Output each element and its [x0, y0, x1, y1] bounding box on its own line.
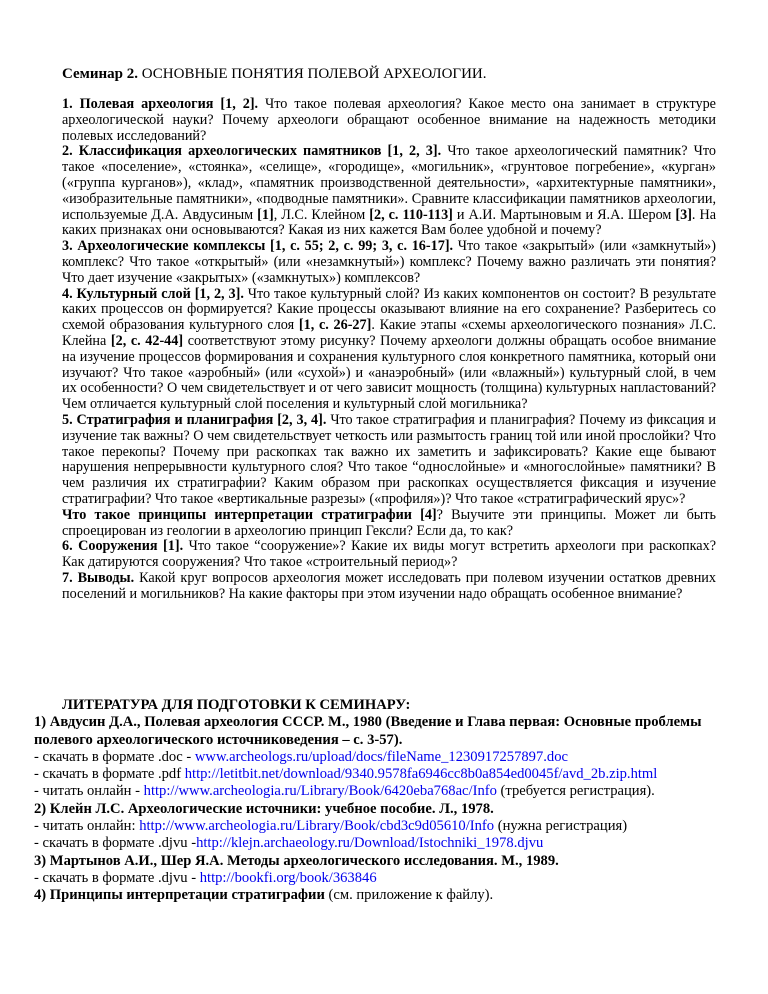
- question-6: 6. Сооружения [1]. Что такое “сооружение»? Какие их виды могут встретить археологи при раскопках? Как датируются сооружения? Что такое «строительный период»?: [62, 538, 716, 571]
- book-2-djvu-line: - скачать в формате .djvu -http://klejn.archaeology.ru/Download/Istochniki_1978.djvu: [34, 835, 544, 852]
- seminar-questions: [62, 97, 716, 603]
- book-2-online-link[interactable]: http://www.archeologia.ru/Library/Book/cbd3c9d05610/Info: [139, 818, 495, 835]
- book-3-djvu-line: - скачать в формате .djvu - http://bookfi.org/book/363846: [34, 869, 377, 886]
- book-1-doc-link[interactable]: www.archeologs.ru/upload/docs/fileName_1230917257897.doc: [194, 748, 568, 765]
- book-1-online-line: - читать онлайн - http://www.archeologia.ru/Library/Book/6420eba768ac/Info (требуется регистрация).: [34, 783, 655, 800]
- book-1-doc-line: - скачать в формате .doc - www.archeologs.ru/upload/docs/fileName_1230917257897.doc: [34, 748, 568, 765]
- question-4: 4. Культурный слой [1, 2, 3]. Что такое культурный слой? Из каких компонентов он состоит? В результате каких процессов он формируется? Какие процессы оказывают влияние на его сохранение? Разберитесь со схемой образования культурного слоя [1, с. 26-27]. Какие этапы «схемы археологического познания» Л.С. Клейна [2, с. 42-44] соответствуют этому рисунку? Почему археологи должны обращать особое внимание на изучение процессов формирования и сохранения культурного слоя конкретного памятника, который они изучают? Что такое «аэробный» (или «сухой») и «анаэробный» (или «влажный») культурный слой, в чем их особенности? О чем свидетельствует и от чего зависит мощность (толщина) культурных напластований? Чем отличается культурный слой поселения и культурный слой могильника?: [62, 285, 716, 413]
- question-3: 3. Археологические комплексы [1, с. 55; 2, с. 99; 3, с. 16-17]. Что такое «закрытый» (или «замкнутый») комплекс? Что такое «открытый» (или «незамкнутый») комплекс? Почему важно различать эти понятия? Что дает изучение «закрытых» («замкнутых») комплексов?: [62, 238, 716, 286]
- book-1-pdf-link[interactable]: http://letitbit.net/download/9340.9578fa6946cc8b0a854ed0045f/avd_2b.zip.html: [184, 766, 658, 783]
- book-2-online-line: - читать онлайн: http://www.archeologia.ru/Library/Book/cbd3c9d05610/Info (нужна регистрация): [34, 818, 628, 835]
- question-2: 2. Классификация археологических памятников [1, 2, 3]. Что такое археологический памятник? Что такое «поселение», «стоянка», «селище», «городище», «могильник», «грунтовое погребение», «курган» («группа курганов»), «клад», «памятник производственной деятельности», «архитектурные памятники», «изобразительные памятники», «подводные памятники». Сравните классификации памятников археологии, используемые Д.А. Авдусиным [1], Л.С. Клейном [2, с. 110-113] и А.И. Мартыновым и Я.А. Шером [3]. На каких признаках они основываются? Какая из них кажется Вам более удобной и почему?: [62, 143, 717, 239]
- question-5: 5. Стратиграфия и планиграфия [2, 3, 4]. Что такое стратиграфия и планиграфия? Почему из фиксация и изучение так важны? О чем свидетельствует четкость или размытость границ той или иной прослойки? Что такое перекопы? Почему при раскопках так важно их заметить и зафиксировать? Какие еще бывают нарушения непрерывности культурного слоя? Что такое “однослойные» и «многослойные» памятники? В чем различия их стратиграфии? Каким образом при раскопках осуществляется фиксация и изучение стратиграфии? Что такое «вертикальные разрезы» («профиля»)? Что такое «стратиграфический ярус»?: [62, 411, 717, 507]
- page-title: Семинар 2. ОСНОВНЫЕ ПОНЯТИЯ ПОЛЕВОЙ АРХЕОЛОГИИ.: [62, 66, 487, 82]
- book-3-djvu-link[interactable]: http://bookfi.org/book/363846: [199, 869, 377, 886]
- book-2-title: 2) Клейн Л.С. Археологические источники: учебное пособие. Л., 1978.: [34, 800, 494, 817]
- book-1-title: 1) Авдусин Д.А., Полевая археология СССР. М., 1980 (Введение и Глава первая: Основные проблемы полевого археологического источниковедения – с. 3-57).: [34, 714, 702, 748]
- book-3-title: 3) Мартынов А.И., Шер Я.А. Методы археологического исследования. М., 1989.: [34, 852, 559, 869]
- question-1: 1. Полевая археология [1, 2]. Что такое полевая археология? Какое место она занимает в структуре археологической науки? Почему археологи обращают особенное внимание на надежность методики полевых исследований?: [62, 96, 716, 144]
- question-7: 7. Выводы. Какой круг вопросов археология может исследовать при полевом изучении остатков древних поселений и могильников? На какие факторы при этом изучении надо обращать особенное внимание?: [62, 569, 716, 602]
- literature-section: [34, 697, 724, 905]
- book-1-online-link[interactable]: http://www.archeologia.ru/Library/Book/6420eba768ac/Info: [143, 783, 497, 800]
- book-4-line: 4) Принципы интерпретации стратиграфии (см. приложение к файлу).: [34, 887, 494, 904]
- literature-heading: ЛИТЕРАТУРА ДЛЯ ПОДГОТОВКИ К СЕМИНАРУ:: [62, 697, 411, 713]
- question-5-principles: Что такое принципы интерпретации стратиграфии [4]? Выучите эти принципы. Может ли быть спроецирован из геологии в археологию принцип Гексли? Если да, то как?: [62, 506, 716, 539]
- book-2-djvu-link[interactable]: http://klejn.archaeology.ru/Download/Istochniki_1978.djvu: [196, 835, 544, 852]
- book-1-pdf-line: - скачать в формате .pdf http://letitbit.net/download/9340.9578fa6946cc8b0a854ed0045f/avd_2b.zip.html: [34, 766, 658, 783]
